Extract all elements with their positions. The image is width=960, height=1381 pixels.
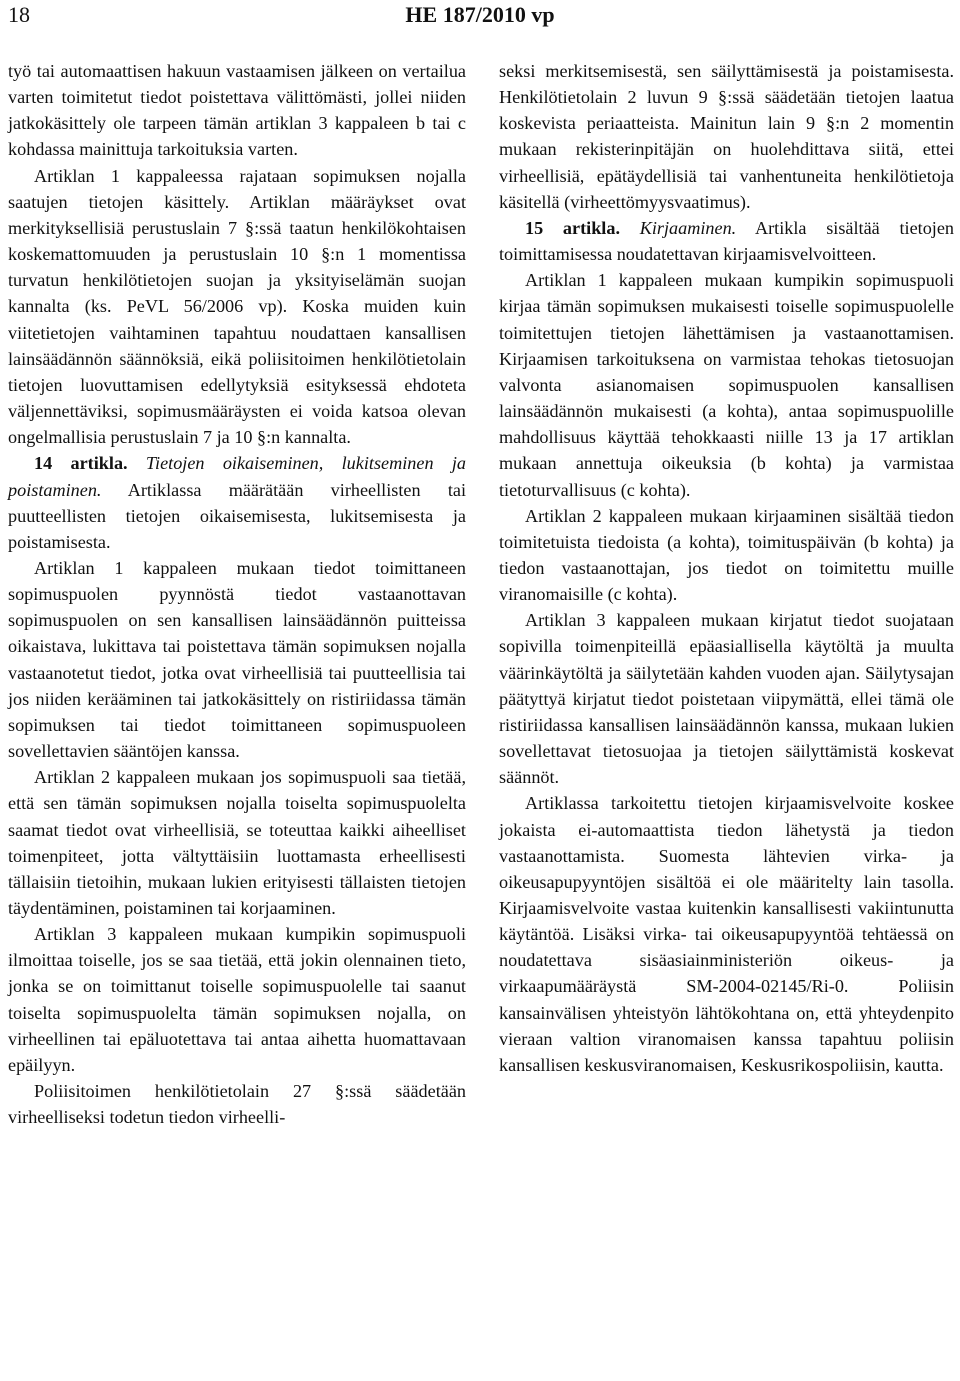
section-text: Artikla sisältää tietojen toimittamisessa noudatettavan kirjaamisvelvoitteen. (499, 217, 955, 265)
paragraph: Artiklan 3 kappaleen mukaan kumpikin sopimuspuoli ilmoittaa toiselle, jos se saa tietää, että jokin olennainen tieto, jonka se on toimittanut toiselle sopimuspuolelle tai saanut toiselta sopimuspuolelta tämän sopimuksen nojalla, on virheellinen tai epäluotettava tai antaa aihetta huomattavaan epäilyyn. (8, 924, 466, 1075)
paragraph: Artiklan 2 kappaleen mukaan jos sopimuspuoli saa tietää, että sen tämän sopimuksen nojalla toiselta sopimuspuolelta saamat tiedot ovat virheellisiä, se toteuttaa kaikki aiheelliset toimenpiteet, jotta vältyttäisiin luottamasta erheellisesti tällaisiin tietoihin, mukaan lukien erityisesti tällaisten tietojen täydentäminen, poistaminen tai korjaaminen. (8, 767, 466, 918)
paragraph: Poliisitoimen henkilötietolain 27 §:ssä säädetään virheelliseksi todetun tiedon virheelli- (8, 1081, 466, 1128)
paragraph: Artiklassa tarkoitettu tietojen kirjaamisvelvoite koskee jokaista ei-automaattista tiedon lähetystä ja tiedon vastaanottamista. Suomesta lähtevien virka- ja oikeusapupyyntöjen sisältöä ei ole määritelty lain tasolla. Kirjaamisvelvoite vastaa kuitenkin kansallisesti vakiintunutta käytäntöä. Lisäksi virka- tai oikeusapupyyntöä tehtäessä on noudatettava sisäasiainministeriön oikeus- ja virkaapumääräystä SM-2004-02145/Ri-0. Poliisin kansainvälisen yhteistyön lähtökohtana on, että yhteydenpito vieraan valtion viranomaisen kanssa tapahtuu poliisin kansallisen keskusviranomaisen, Keskusrikospoliisin, kautta. (499, 793, 954, 1075)
section-number: 14 artikla. (34, 453, 128, 474)
section-title: Tietojen oikaiseminen, lukitseminen ja poistaminen. (8, 453, 467, 500)
right-column (499, 58, 954, 1078)
paragraph: Artiklan 3 kappaleen mukaan kirjatut tiedot suojataan sopivilla toimenpiteillä epäasiallisella käytöltä ja muulta väärinkäytöltä ja säilytetään kahden vuoden ajan. Säilytysajan päätyttyä kirjatut tiedot poistetaan viipymättä, ellei tämä ole ristiriidassa kansallisen lainsäädännön kanssa, mukaan lukien sovellettavat tietosuojaa ja tietojen säilyttämistä koskevat säännöt. (499, 610, 954, 788)
section-title: Kirjaaminen. (639, 217, 737, 238)
paragraph: seksi merkitsemisestä, sen säilyttämisestä ja poistamisesta. Henkilötietolain 2 luvun 9 §:ssä säädetään tietojen laatua koskevista periaatteista. Mainitun lain 9 §:n 2 momentin mukaan rekisterinpitäjän on huolehdittava siitä, ettei virheellisiä, epätäydellisiä tai vanhentuneita henkilötietoja käsitellä (virheettömyysvaatimus). (499, 61, 954, 212)
paragraph: Artiklan 1 kappaleen mukaan kumpikin sopimuspuoli kirjaa tämän sopimuksen mukaisesti toiselle sopimuspuolelle toimitettujen tietojen lähettämisen ja vastaanottamisen. Kirjaamisen tarkoituksena on varmistaa tehokas tietosuojan valvonta asianomaisen sopimuspuolen kansallisen lainsäädännön mukaisesti (a kohta), antaa sopimuspuolille mahdollisuus käyttää tehokkaasti niille 13 ja 17 artiklan mukaan annettuja oikeuksia (b kohta) ja varmistaa tietoturvallisuus (c kohta). (499, 270, 954, 500)
paragraph: Artiklan 2 kappaleen mukaan kirjaaminen sisältää tiedon toimitetuista tiedoista (a kohta), toimituspäivän (b kohta) ja tiedon vastaanottajan, jos tiedot on toimitettu muille viranomaisille (c kohta). (499, 505, 954, 605)
section-15 (499, 215, 954, 267)
document-id: HE 187/2010 vp (405, 2, 555, 27)
paragraph: Artiklan 1 kappaleen mukaan tiedot toimittaneen sopimuspuolen pyynnöstä tiedot vastaanottavan sopimuspuolen on sen kansallisen lainsäädännön puitteissa oikaistava, lukittava tai poistettava tämän sopimuksen nojalla vastaanotetut tiedot, jotka ovat virheellisiä tai puutteellisia tai jos niiden kerääminen tai jatkokäsittely on ristiriidassa tämän sopimuksen tai tiedot toimittaneen sopimuspuoleen sovellettavien sääntöjen kanssa. (8, 557, 466, 762)
paragraph: työ tai automaattisen hakuun vastaamisen jälkeen on vertailua varten toimitetut tiedot poistettava välittömästi, jollei niiden jatkokäsittely ole tarpeen tämän artiklan 3 kappaleen b tai c kohdassa mainittuja tarkoituksia varten. (8, 61, 466, 160)
left-column (8, 58, 466, 1130)
section-number: 15 artikla. (525, 217, 620, 238)
paragraph: Artiklan 1 kappaleessa rajataan sopimuksen nojalla saatujen tietojen käsittely. Artiklan määräykset ovat merkityksellisiä perustuslain 7 §:ssä taatun henkilökohtaisen koskemattomuuden ja perustuslain 10 §:n 1 momentissa turvatun henkilötietojen suojan ja yksityiselämän suojan kannalta (ks. PeVL 56/2006 vp). Koska muiden kuin viitetietojen vaihtaminen tapahtuu noudattaen kansallisen lainsäädännön säännöksiä, eikä poliisitoimen henkilötietolain tietojen luovuttamisen edellytyksiä esityksessä ehdoteta väljennettäviksi, sopimusmääräysten ei voida katsoa olevan ongelmallisia perustuslain 7 ja 10 §:n kannalta. (8, 165, 466, 448)
section-14 (8, 450, 466, 555)
page-header (0, 0, 960, 32)
section-text: Artiklassa määrätään virheellisten tai puutteellisten tietojen oikaisemisesta, lukitsemisesta ja poistamisesta. (8, 479, 466, 552)
page-number: 18 (8, 2, 30, 27)
